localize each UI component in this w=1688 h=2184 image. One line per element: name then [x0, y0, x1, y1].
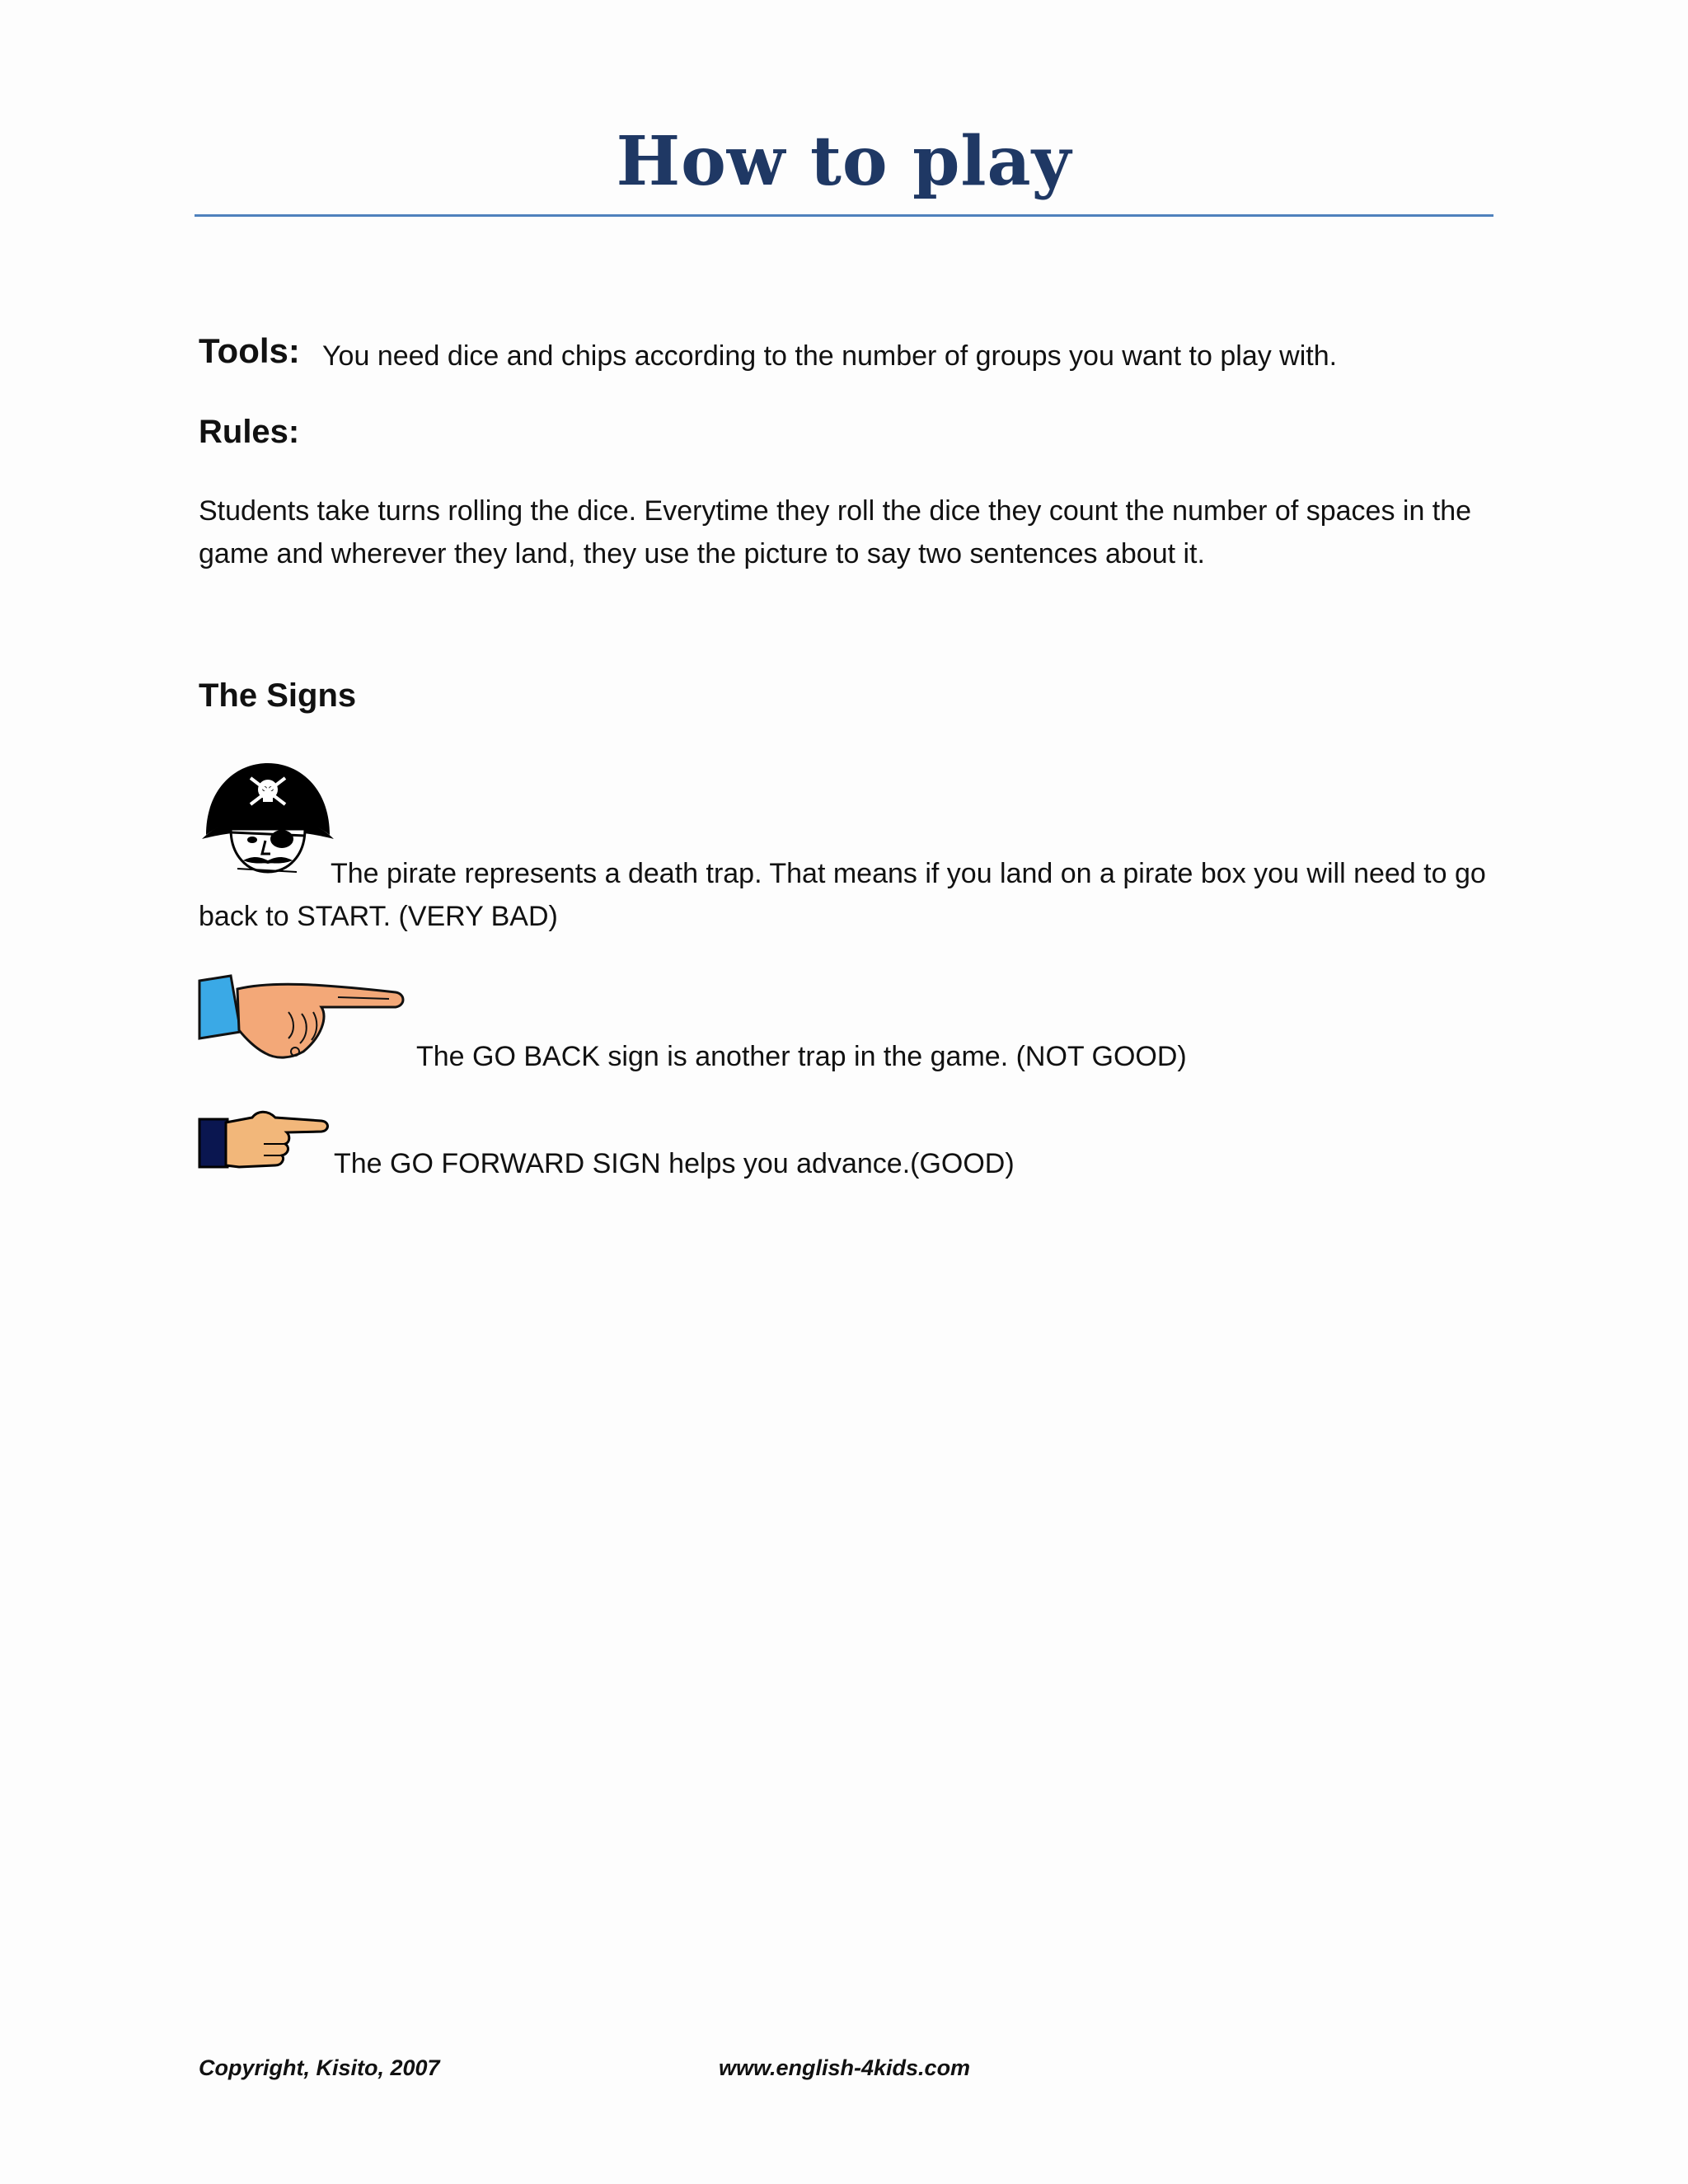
footer-website: www.english-4kids.com: [719, 2055, 971, 2080]
pirate-sign-text: The pirate represents a death trap. That means if you land on a pirate box you will need to go back to START. (VERY BAD): [199, 858, 1486, 932]
page-title: How to play: [616, 122, 1072, 201]
sign-description-pirate: [199, 852, 1501, 938]
sign-description-go-forward: The GO FORWARD SIGN helps you advance.(GOOD): [334, 1148, 1015, 1179]
tools-label: Tools:: [199, 331, 300, 370]
rules-text: Students take turns rolling the dice. Everytime they roll the dice they count the number of spaces in the game and wherever they land, they use the picture to say two sentences about it.: [199, 495, 1472, 569]
title-underline: [195, 214, 1493, 217]
pointing-hand-left-icon: [198, 966, 409, 1066]
pointing-hand-right-icon: [198, 1106, 331, 1174]
signs-heading: The Signs: [199, 677, 357, 714]
footer-copyright: Copyright, Kisito, 2007: [199, 2055, 440, 2080]
tools-text: You need dice and chips according to the number of groups you want to play with.: [322, 340, 1338, 372]
sign-description-go-back: The GO BACK sign is another trap in the game. (NOT GOOD): [416, 1041, 1187, 1072]
rules-label: Rules:: [199, 414, 300, 450]
